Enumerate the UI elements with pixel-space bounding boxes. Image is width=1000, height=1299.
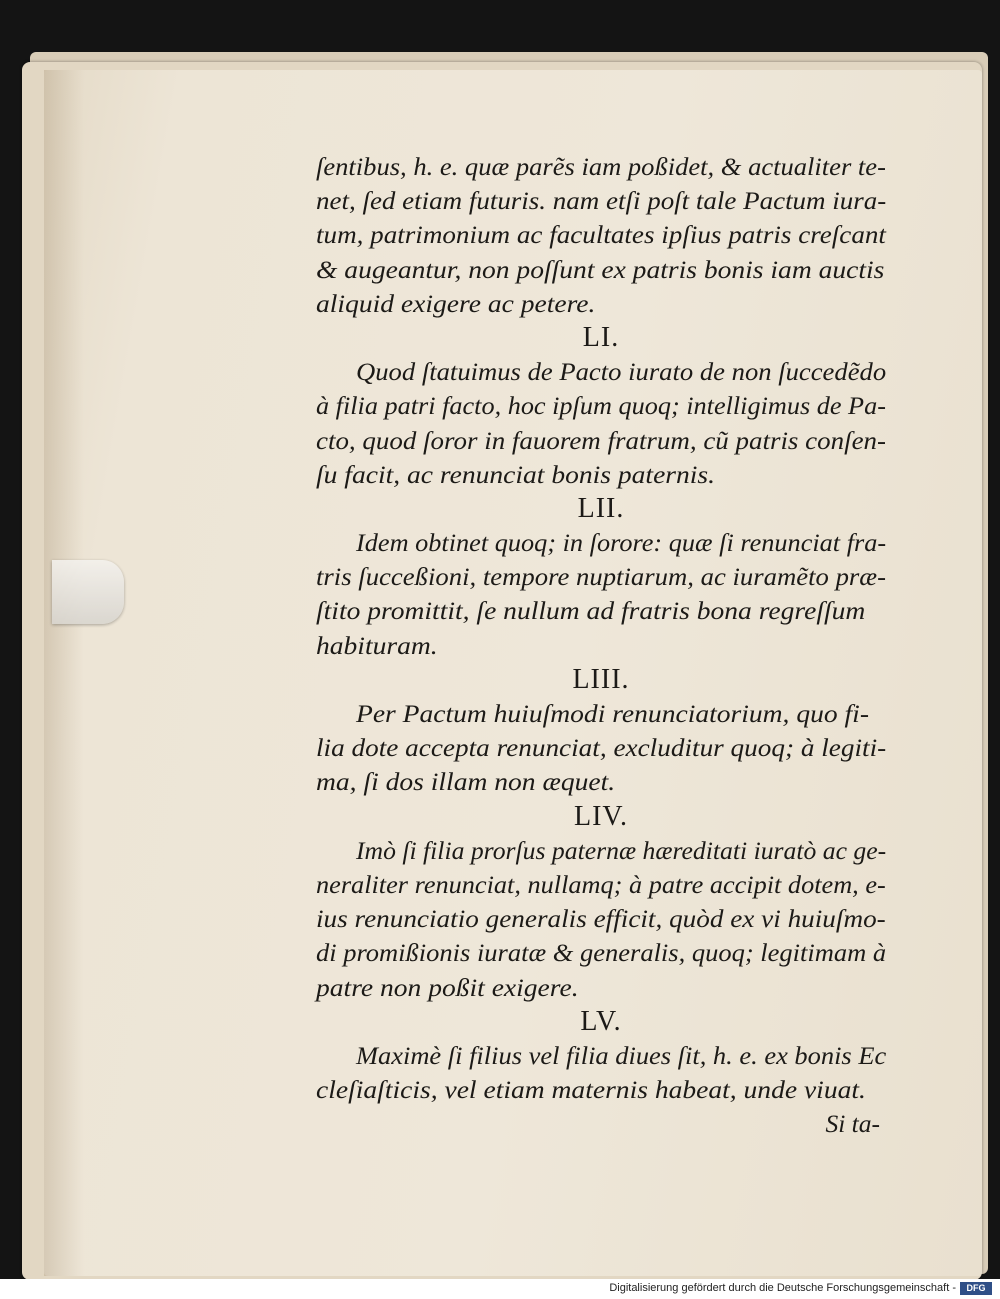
text-line: di promißionis iuratæ & generalis, quoq; legitimam à (316, 938, 887, 968)
text-line: ius renunciatio generalis efficit, quòd ex vi huiuſmo- (316, 904, 886, 934)
text-line: net, ſed etiam futuris. nam etſi poſt tale Pactum iura- (316, 186, 887, 216)
text-line: tris ſucceßioni, tempore nuptiarum, ac iuramẽto præ- (316, 562, 887, 592)
text-line: cto, quod ſoror in fauorem fratrum, cũ patris conſen- (316, 425, 886, 455)
text-line: ſentibus, h. e. quæ parẽs iam poßidet, & actualiter te- (316, 152, 886, 181)
text-line: Per Pactum huiuſmodi renunciatorium, quo fi- (356, 699, 869, 728)
text-line: Imò ſi filia prorſus paternæ hæreditati iuratò ac ge- (356, 835, 887, 865)
section-heading: LV. (580, 1005, 622, 1037)
page-edge-shadow (44, 70, 84, 1276)
text-line: ſtito promittit, ſe nullum ad fratris bona regreſſum (316, 596, 866, 626)
text-line: & augeantur, non poſſunt ex patris bonis iam auctis (316, 254, 885, 284)
section-heading: LIII. (572, 663, 630, 695)
text-line: habituram. (316, 630, 438, 660)
footer-bar (0, 1279, 1000, 1299)
text-line: cleſiaſticis, vel etiam maternis habeat, unde viuat. (316, 1075, 866, 1105)
text-line: lia dote accepta renunciat, excluditur quoq; à legiti- (316, 733, 887, 763)
text-line: neraliter renunciat, nullamq; à patre accipit dotem, e- (316, 869, 886, 899)
text-line: tum, patrimonium ac facultates ipſius patris creſcant (316, 220, 886, 250)
text-line: ma, ſi dos illam non æquet. (316, 767, 616, 797)
text-line: Idem obtinet quoq; in ſorore: quæ ſi renunciat fra- (356, 528, 887, 558)
catchword: Si ta- (825, 1109, 880, 1139)
text-line: Quod ſtatuimus de Pacto iurato de non ſuccedẽdo (356, 357, 887, 387)
footer-credit: Digitalisierung gefördert durch die Deutsche Forschungsgemeinschaft - (609, 1282, 956, 1294)
section-heading: LIV. (573, 800, 629, 832)
dfg-logo: DFG (960, 1282, 992, 1295)
page-text-block (316, 150, 886, 1141)
text-line: ſu facit, ac renunciat bonis paternis. (316, 459, 716, 489)
text-line: à filia patri facto, hoc ipſum quoq; intelligimus de Pa- (316, 391, 886, 421)
section-heading: LII. (577, 492, 625, 524)
section-heading: LI. (582, 321, 620, 353)
page-clip (52, 560, 124, 624)
text-line: aliquid exigere ac petere. (316, 288, 596, 318)
text-line: patre non poßit exigere. (316, 972, 579, 1002)
text-line: Maximè ſi filius vel filia diues ſit, h. e. ex bonis Ec (356, 1040, 887, 1070)
